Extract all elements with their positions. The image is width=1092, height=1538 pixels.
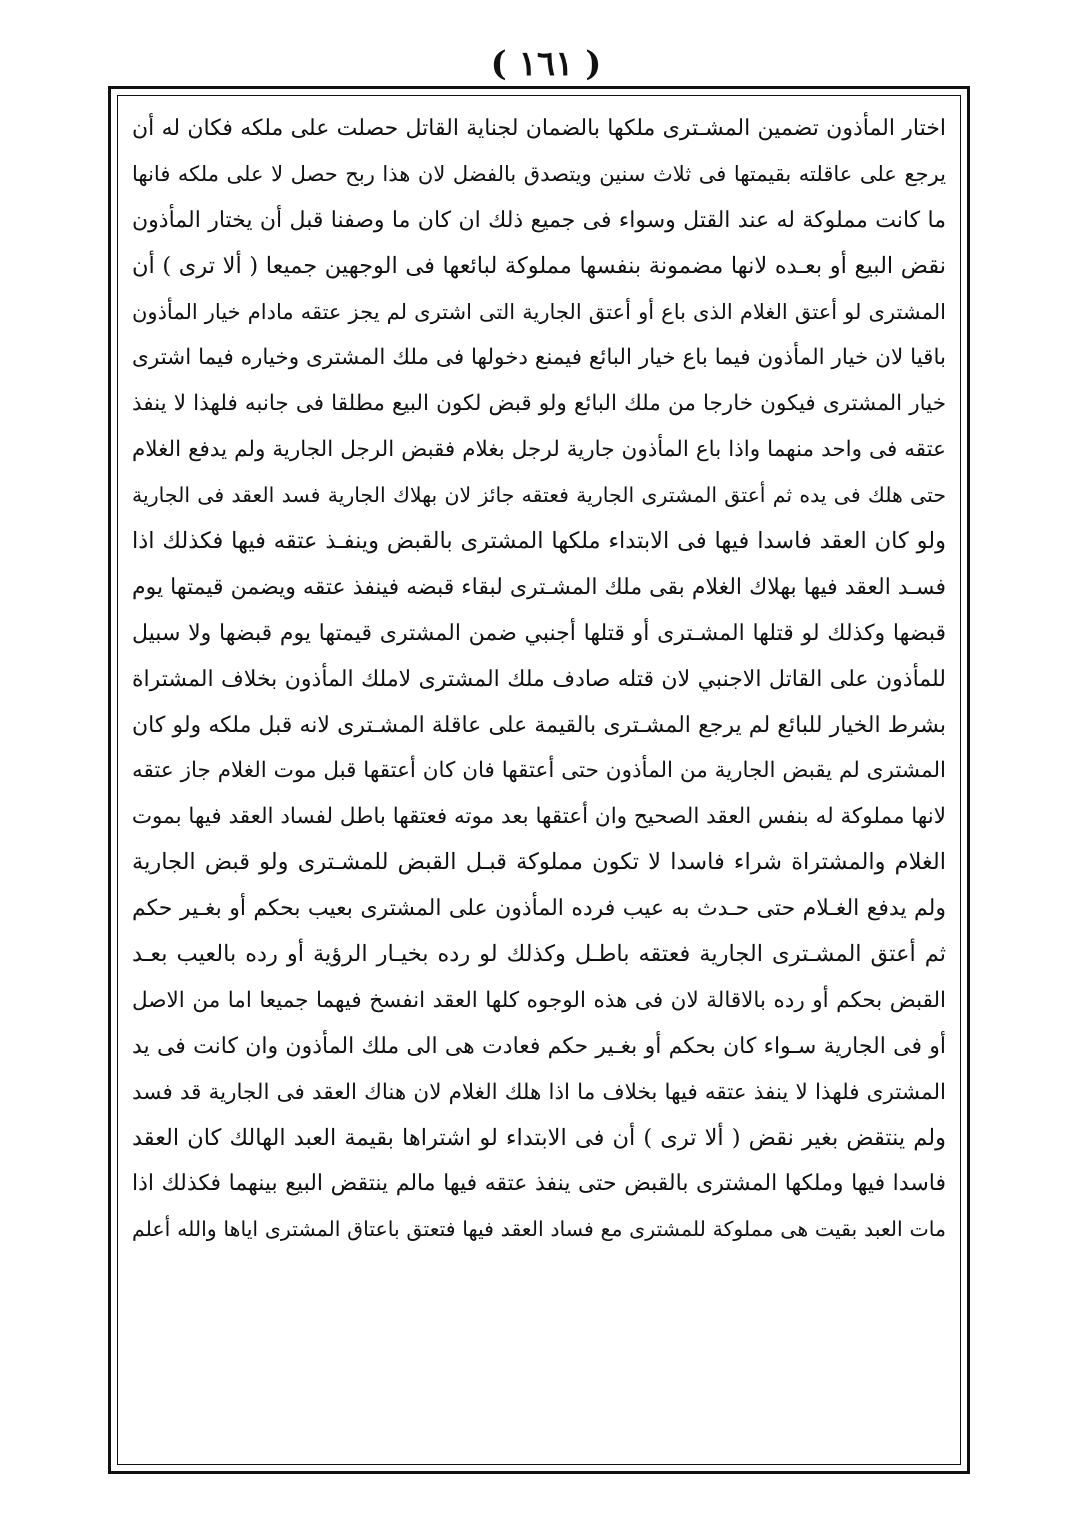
text-line: عتقه فى واحد منهما واذا باع المأذون جارية لرجل بغلام فقبض الرجل الجارية ولم يدفع الغلام <box>132 437 946 463</box>
text-line: القبض بحكم أو رده بالاقالة لان فى هذه الوجوه كلها العقد انفسخ فيهما جميعا اما من الاصل <box>132 987 946 1013</box>
body-text <box>132 106 946 1253</box>
text-line: فاسدا فيها وملكها المشترى بالقبض حتى ينفذ عتقه فيها مالم ينتقض البيع بينهما فكذلك اذا <box>132 1171 946 1197</box>
text-line: لانها مملوكة له بنفس العقد الصحيح وان أعتقها بعد موته فعتقها باطل لفساد العقد فيها بموت <box>132 804 946 830</box>
text-line: مات العبد بقيت هى مملوكة للمشترى مع فساد العقد فيها فتعتق باعتاق المشترى اياها والله أعلم <box>132 1217 946 1242</box>
text-line: حتى هلك فى يده ثم أعتق المشترى الجارية فعتقه جائز لان بهلاك الجارية فسد العقد فى الجارية <box>132 483 946 508</box>
text-line: المشترى لم يقبض الجارية من المأذون حتى أعتقها فان كان أعتقها قبل موت الغلام جاز عتقه <box>132 758 946 784</box>
text-line: ثم أعتق المشـترى الجارية فعتقه باطـل وكذلك لو رده بخيـار الرؤية أو رده بالعيب بعـد <box>132 941 946 968</box>
text-line: الغلام والمشتراة شراء فاسدا لا تكون مملوكة قبـل القبض للمشـترى ولو قبض الجارية <box>132 849 946 876</box>
text-line: المشترى فلهذا لا ينفذ عتقه فيها بخلاف ما اذا هلك الغلام لان هناك العقد فى الجارية قد فسد <box>132 1079 946 1105</box>
text-line: نقض البيع أو بعـده لانها مضمونة بنفسها مملوكة لبائعها فى الوجهين جميعا ( ألا ترى ) أن <box>132 252 946 279</box>
page-frame <box>108 86 970 1474</box>
text-line: قبضها وكذلك لو قتلها المشـترى أو قتلها أجنبي ضمن المشترى قيمتها يوم قبضها ولا سبيل <box>132 620 946 646</box>
text-line: بشرط الخيار للبائع لم يرجع المشـترى بالقيمة على عاقلة المشـترى لانه قبل ملكه ولو كان <box>132 712 946 738</box>
text-line: ما كانت مملوكة له عند القتل وسواء فى جميع ذلك ان كان ما وصفنا قبل أن يختار المأذون <box>132 207 946 233</box>
text-line: أو فى الجارية سـواء كان بحكم أو بغـير حكم فعادت هى الى ملك المأذون وان كانت فى يد <box>132 1033 946 1059</box>
page-frame-inner <box>117 95 961 1465</box>
text-line: للمأذون على القاتل الاجنبي لان قتله صادف ملك المشترى لاملك المأذون بخلاف المشتراة <box>132 666 946 692</box>
text-line: فسـد العقد فيها بهلاك الغلام بقى ملك المشـترى لبقاء قبضه فينفذ عتقه ويضمن قيمتها يوم <box>132 574 946 600</box>
text-line: خيار المشترى فيكون خارجا من ملك البائع ولو قبض لكون البيع مطلقا فى جانبه فلهذا لا ينفذ <box>132 391 946 417</box>
text-line: ولم ينتقض بغير نقض ( ألا ترى ) أن فى الابتداء لو اشتراها بقيمة العبد الهالك كان العقد <box>132 1124 946 1151</box>
text-line: اختار المأذون تضمين المشـترى ملكها بالضمان لجناية القاتل حصلت على ملكه فكان له أن <box>132 116 946 141</box>
text-line: يرجع على عاقلته بقيمتها فى ثلاث سنين ويتصدق بالفضل لان هذا ربح حصل لا على ملكه فانها <box>132 161 946 186</box>
text-line: باقيا لان خيار المأذون فيما باع خيار البائع فيمنع دخولها فى ملك المشترى وخياره فيما اشترى <box>132 345 946 371</box>
text-line: المشترى لو أعتق الغلام الذى باع أو أعتق الجارية التى اشترى لم يجز عتقه مادام خيار المأذون <box>132 299 946 324</box>
text-line: ولو كان العقد فاسدا فيها فى الابتداء ملكها المشترى بالقبض وينفـذ عتقه فيها فكذلك اذا <box>132 528 946 555</box>
text-line: ولم يدفع الغـلام حتى حـدث به عيب فرده المأذون على المشترى بعيب بحكم أو بغـير حكم <box>132 896 946 922</box>
page-number: ( ١٦١ ) <box>490 44 602 84</box>
